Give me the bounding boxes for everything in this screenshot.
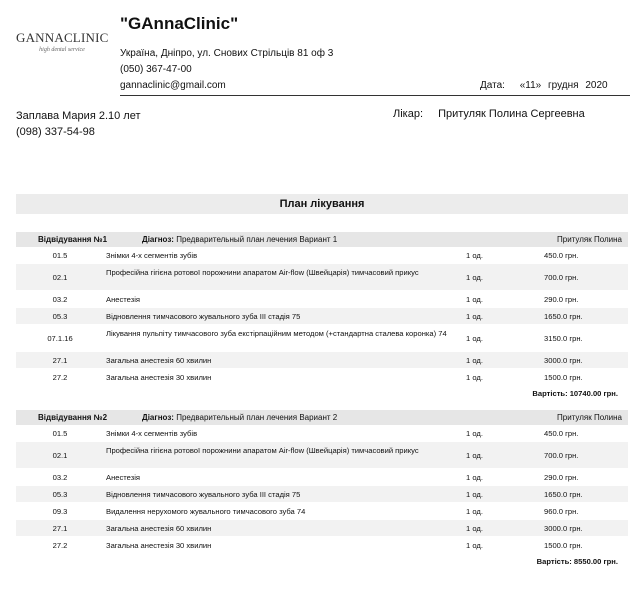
service-price: 1650.0 грн. — [544, 490, 583, 499]
service-code: 27.1 — [52, 356, 68, 365]
service-code: 07.1.16 — [47, 334, 73, 343]
service-code: 01.5 — [52, 251, 68, 260]
table-row — [16, 442, 628, 469]
service-code: 03.2 — [52, 295, 68, 304]
logo-brand: GANNACLINIC — [16, 30, 109, 45]
table-row — [16, 352, 628, 369]
date-month: грудня — [548, 80, 579, 91]
diagnosis-text: Предварительный план лечения Вариант 1 — [176, 235, 338, 244]
service-price: 1500.0 грн. — [544, 373, 583, 382]
service-code: 02.1 — [52, 451, 68, 460]
table-row — [16, 537, 628, 554]
service-name: Загальна анестезія 60 хвилин — [106, 356, 212, 365]
table-row — [16, 520, 628, 537]
service-code: 27.2 — [52, 373, 68, 382]
diagnosis-text: Предварительный план лечения Вариант 2 — [176, 413, 338, 422]
visit-total — [16, 386, 628, 400]
service-code: 01.5 — [52, 429, 68, 438]
doctor-label: Лікар: — [393, 108, 424, 120]
patient-phone: (098) 337-54-98 — [16, 126, 95, 138]
service-name: Загальна анестезія 30 хвилин — [106, 541, 212, 550]
service-price: 450.0 грн. — [544, 251, 579, 260]
table-row — [16, 325, 628, 352]
table-row — [16, 486, 628, 503]
clinic-contacts — [120, 46, 333, 94]
clinic-name: "GAnnaClinic" — [120, 14, 239, 33]
service-qty: 1 од. — [466, 295, 483, 304]
service-name: Лікування пульпіту тимчасового зуба екстірпаційним методом (+стандартна сталева коронка) 74 — [106, 329, 447, 338]
service-name: Видалення нерухомого жувального тимчасового зуба 74 — [106, 507, 306, 516]
patient-name: Заплава Мария 2.10 лет — [16, 110, 141, 122]
table-row — [16, 308, 628, 325]
doctor-info — [393, 108, 585, 120]
logo-tagline: high dental service — [39, 47, 85, 53]
service-qty: 1 од. — [466, 373, 483, 382]
table-row — [16, 503, 628, 520]
service-price: 1650.0 грн. — [544, 312, 583, 321]
document-date — [480, 80, 620, 91]
visit-total-value: Вартість: 10740.00 грн. — [532, 389, 618, 398]
visit-doctor: Притуляк Полина — [557, 235, 622, 244]
date-day: «11» — [519, 80, 542, 91]
visit-doctor: Притуляк Полина — [557, 413, 622, 422]
visit-block — [16, 232, 628, 400]
service-qty: 1 од. — [466, 507, 483, 516]
visit-header — [16, 232, 628, 247]
service-price: 700.0 грн. — [544, 273, 579, 282]
table-row — [16, 369, 628, 386]
visit-diagnosis — [142, 410, 337, 425]
service-name: Відновлення тимчасового жувального зуба ІІІ стадія 75 — [106, 490, 301, 499]
service-qty: 1 од. — [466, 524, 483, 533]
doctor-name: Притуляк Полина Сергеевна — [438, 108, 585, 120]
service-price: 700.0 грн. — [544, 451, 579, 460]
service-name: Професійна гігієна ротової порожнини апаратом Air-flow (Швейцарія) тимчасовий прикус — [106, 268, 419, 277]
clinic-phone: (050) 367-47-00 — [120, 64, 192, 75]
visit-diagnosis — [142, 232, 337, 247]
clinic-logo — [16, 30, 108, 53]
service-qty: 1 од. — [466, 273, 483, 282]
service-name: Загальна анестезія 30 хвилин — [106, 373, 212, 382]
visit-total — [16, 554, 628, 568]
clinic-address: Україна, Дніпро, ул. Снових Стрільців 81 оф 3 — [120, 48, 334, 59]
service-name: Відновлення тимчасового жувального зуба ІІІ стадія 75 — [106, 312, 301, 321]
service-qty: 1 од. — [466, 490, 483, 499]
patient-info — [16, 108, 141, 140]
date-year: 2020 — [585, 80, 608, 91]
service-price: 1500.0 грн. — [544, 541, 583, 550]
table-row — [16, 264, 628, 291]
visit-label: Відвідування №2 — [38, 413, 108, 422]
service-code: 03.2 — [52, 473, 68, 482]
diagnosis-label: Діагноз: — [142, 235, 174, 244]
visit-label: Відвідування №1 — [38, 235, 108, 244]
service-name: Професійна гігієна ротової порожнини апаратом Air-flow (Швейцарія) тимчасовий прикус — [106, 446, 419, 455]
service-qty: 1 од. — [466, 312, 483, 321]
service-qty: 1 од. — [466, 429, 483, 438]
service-qty: 1 од. — [466, 451, 483, 460]
service-price: 290.0 грн. — [544, 473, 579, 482]
visit-block — [16, 410, 628, 568]
table-row — [16, 469, 628, 486]
service-code: 09.3 — [52, 507, 68, 516]
service-name: Анестезія — [106, 295, 141, 304]
table-row — [16, 291, 628, 308]
service-qty: 1 од. — [466, 334, 483, 343]
service-name: Загальна анестезія 60 хвилин — [106, 524, 212, 533]
visit-header — [16, 410, 628, 425]
service-qty: 1 од. — [466, 251, 483, 260]
service-name: Анестезія — [106, 473, 141, 482]
service-price: 450.0 грн. — [544, 429, 579, 438]
service-name: Знімки 4-х сегментів зубів — [106, 429, 198, 438]
diagnosis-label: Діагноз: — [142, 413, 174, 422]
service-name: Знімки 4-х сегментів зубів — [106, 251, 198, 260]
service-code: 27.1 — [52, 524, 68, 533]
visit-total-value: Вартість: 8550.00 грн. — [536, 557, 618, 566]
service-qty: 1 од. — [466, 473, 483, 482]
table-row — [16, 247, 628, 264]
service-price: 3000.0 грн. — [544, 524, 583, 533]
header-divider — [120, 95, 630, 96]
service-code: 05.3 — [52, 490, 68, 499]
plan-title: План лікування — [16, 194, 628, 214]
service-price: 960.0 грн. — [544, 507, 579, 516]
date-label: Дата: — [480, 80, 505, 91]
service-price: 290.0 грн. — [544, 295, 579, 304]
service-price: 3150.0 грн. — [544, 334, 583, 343]
clinic-email: gannaclinic@gmail.com — [120, 80, 226, 91]
service-qty: 1 од. — [466, 356, 483, 365]
service-code: 02.1 — [52, 273, 68, 282]
service-code: 27.2 — [52, 541, 68, 550]
table-row — [16, 425, 628, 442]
service-qty: 1 од. — [466, 541, 483, 550]
service-price: 3000.0 грн. — [544, 356, 583, 365]
service-code: 05.3 — [52, 312, 68, 321]
